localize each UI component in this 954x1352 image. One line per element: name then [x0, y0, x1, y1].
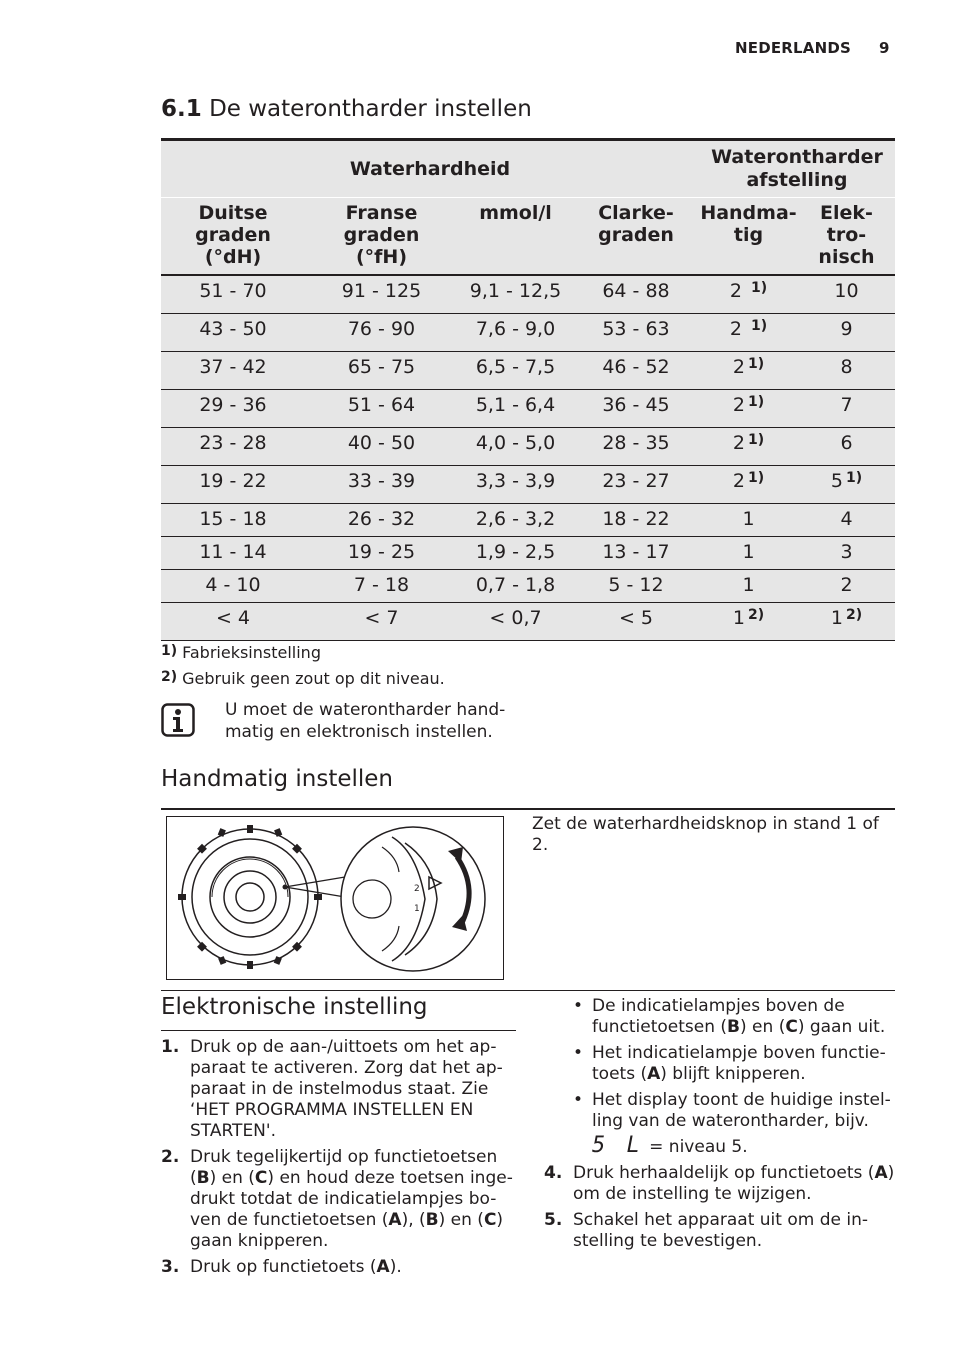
table-cell: [798, 466, 895, 504]
electronic-bullets: [573, 996, 898, 1137]
table-cell: 91 - 125: [305, 275, 458, 314]
column-header-line: nisch: [818, 246, 875, 268]
table-row: [161, 570, 895, 603]
column-header-line: Clarke-: [598, 202, 674, 224]
table-cell: 37 - 42: [161, 352, 305, 390]
table-cell: 51 - 64: [305, 390, 458, 428]
page-number: 9: [879, 39, 890, 57]
dial-illustration: [166, 816, 504, 980]
column-header-line: graden: [195, 224, 271, 246]
cell-value: 8: [840, 356, 853, 378]
table-cell: 13 - 17: [573, 537, 699, 570]
divider: [161, 990, 895, 991]
step-line: ven de functietoetsen (A), (B) en (C): [190, 1210, 504, 1230]
dial-mark-2: 2: [414, 884, 420, 894]
manual-instruction: [532, 814, 892, 856]
bullet-item: [573, 1090, 898, 1132]
display-digits-icon: 5 L: [592, 1133, 644, 1158]
table-cell: 0,7 - 1,8: [458, 570, 573, 603]
column-header-line: tro-: [826, 224, 867, 246]
table-cell: [699, 428, 798, 466]
divider: [161, 808, 895, 810]
table-cell: 19 - 25: [305, 537, 458, 570]
step-line: paraat te activeren. Zorg dat het ap-: [190, 1058, 503, 1078]
table-cell: [798, 314, 895, 352]
footnote-ref: 1): [751, 280, 768, 296]
table-cell: 76 - 90: [305, 314, 458, 352]
table-row: [161, 390, 895, 428]
cell-value: 7: [840, 394, 853, 416]
table-cell: 11 - 14: [161, 537, 305, 570]
column-header: [798, 198, 895, 276]
step-line: Druk op de aan-/uittoets om het ap-: [190, 1037, 497, 1057]
column-header-line: (°dH): [204, 246, 262, 268]
table-cell: 2,6 - 3,2: [458, 504, 573, 537]
footnote-mark: 1): [161, 643, 178, 659]
manual-heading: Handmatig instellen: [161, 766, 394, 792]
step-line: om de instelling te wijzigen.: [573, 1184, 812, 1204]
divider: [161, 1030, 516, 1031]
step-line: (B) en (C) en houd deze toetsen inge-: [190, 1168, 513, 1188]
table-cell: [699, 275, 798, 314]
step-line: drukt totdat de indicatielampjes bo-: [190, 1189, 497, 1209]
manual-instruction-line: Zet de waterhardheidsknop in stand 1 of: [532, 814, 879, 834]
column-header-line: Elek-: [820, 202, 873, 224]
step-line: gaan knipperen.: [190, 1231, 329, 1251]
footnote-ref: 1): [747, 356, 765, 372]
cell-value: 6: [840, 432, 853, 454]
bullet-line: Het display toont de huidige instel-: [592, 1090, 891, 1110]
electronic-heading: Elektronische instelling: [161, 994, 428, 1020]
manual-instruction-line: 2.: [532, 835, 549, 855]
step-number: 5.: [544, 1210, 563, 1230]
footnote-ref: 2): [747, 607, 765, 623]
table-cell: 3,3 - 3,9: [458, 466, 573, 504]
electronic-steps-continued: [544, 1163, 898, 1257]
table-cell: [798, 390, 895, 428]
table-cell: 53 - 63: [573, 314, 699, 352]
table-cell: 19 - 22: [161, 466, 305, 504]
bullet-line: Het indicatielampje boven functie-: [592, 1043, 886, 1063]
table-cell: 29 - 36: [161, 390, 305, 428]
footnote-ref: 1): [747, 394, 765, 410]
column-header: [161, 198, 305, 276]
table-cell: [699, 390, 798, 428]
bullet-icon: •: [573, 1090, 584, 1110]
table-cell: 64 - 88: [573, 275, 699, 314]
table-cell: [798, 352, 895, 390]
step-item: [161, 1147, 516, 1252]
table-cell: < 7: [305, 603, 458, 641]
cell-value: 2: [732, 356, 745, 378]
table-row: [161, 314, 895, 352]
bullet-line: toets (A) blijft knipperen.: [592, 1064, 806, 1084]
cell-value: 1: [830, 607, 843, 629]
column-header-line: Handma-: [700, 202, 797, 224]
cell-value: 1: [742, 541, 755, 563]
section-number: 6.1: [161, 96, 202, 122]
column-header-line: Franse: [345, 202, 418, 224]
footnote-1: [161, 643, 321, 662]
step-line: Druk tegelijkertijd op functietoetsen: [190, 1147, 498, 1167]
table-row: [161, 352, 895, 390]
footnote-ref: 1): [747, 470, 765, 486]
footnote-ref: 1): [747, 432, 765, 448]
step-line: Schakel het apparaat uit om de in-: [573, 1210, 868, 1230]
cell-value: 2: [732, 394, 745, 416]
dial-mark-1: 1: [414, 904, 420, 914]
footnote-ref: 1): [751, 318, 768, 334]
cell-value: 2: [732, 470, 745, 492]
info-note: [225, 699, 525, 743]
table-cell: [798, 570, 895, 603]
table-cell: [699, 504, 798, 537]
water-hardness-dial-icon: [167, 817, 503, 979]
step-number: 3.: [161, 1257, 180, 1277]
cell-value: 3: [840, 541, 853, 563]
bullet-item: [573, 996, 898, 1038]
info-note-line: matig en elektronisch instellen.: [225, 722, 493, 742]
cell-value: 2: [732, 432, 745, 454]
table-row: [161, 275, 895, 314]
column-header-line: tig: [733, 224, 764, 246]
display-example: [592, 1135, 748, 1158]
footnote-mark: 2): [161, 669, 178, 685]
cell-value: 5: [830, 470, 843, 492]
bullet-line: De indicatielampjes boven de: [592, 996, 845, 1016]
table-cell: [798, 504, 895, 537]
step-number: 2.: [161, 1147, 180, 1167]
table-cell: 7 - 18: [305, 570, 458, 603]
column-header-line: (°fH): [355, 246, 408, 268]
footnote-text: Fabrieksinstelling: [182, 643, 321, 662]
bullet-line: ling van de waterontharder, bijv.: [592, 1111, 869, 1131]
section-title-text: De waterontharder instellen: [209, 96, 532, 122]
table-cell: [699, 466, 798, 504]
cell-value: 9: [840, 318, 853, 340]
table-cell: [798, 603, 895, 641]
header-softener-setting: [699, 140, 895, 198]
table-cell: 1,9 - 2,5: [458, 537, 573, 570]
table-row: [161, 466, 895, 504]
table-cell: [699, 537, 798, 570]
step-line: stelling te bevestigen.: [573, 1231, 763, 1251]
table-cell: 65 - 75: [305, 352, 458, 390]
column-header-line: mmol/l: [479, 202, 552, 224]
cell-value: 2: [840, 574, 853, 596]
bullet-icon: •: [573, 996, 584, 1016]
info-note-line: U moet de waterontharder hand-: [225, 700, 506, 720]
bullet-line: functietoetsen (B) en (C) gaan uit.: [592, 1017, 886, 1037]
table-cell: 7,6 - 9,0: [458, 314, 573, 352]
table-cell: 43 - 50: [161, 314, 305, 352]
step-item: [161, 1257, 516, 1278]
cell-value: 2: [729, 318, 748, 340]
column-header: [573, 198, 699, 276]
table-cell: < 5: [573, 603, 699, 641]
column-header: [699, 198, 798, 276]
step-line: Druk herhaaldelijk op functietoets (A): [573, 1163, 895, 1183]
table-cell: 4,0 - 5,0: [458, 428, 573, 466]
column-header: [305, 198, 458, 276]
table-cell: [798, 428, 895, 466]
column-header: [458, 198, 573, 276]
footnote-text: Gebruik geen zout op dit niveau.: [182, 669, 445, 688]
bullet-icon: •: [573, 1043, 584, 1063]
table-row: [161, 504, 895, 537]
table-cell: [798, 537, 895, 570]
table-cell: [699, 352, 798, 390]
cell-value: 4: [840, 508, 853, 530]
cell-value: 1: [742, 508, 755, 530]
table-row: [161, 428, 895, 466]
column-header-line: graden: [598, 224, 674, 246]
header-water-hardness: Waterhardheid: [161, 140, 699, 198]
step-line: Druk op functietoets (A).: [190, 1257, 402, 1277]
display-caption: = niveau 5.: [649, 1137, 748, 1157]
cell-value: 1: [742, 574, 755, 596]
table-row: [161, 537, 895, 570]
cell-value: 2: [729, 280, 748, 302]
table-cell: 18 - 22: [573, 504, 699, 537]
step-number: 4.: [544, 1163, 563, 1183]
step-number: 1.: [161, 1037, 180, 1057]
table-cell: 9,1 - 12,5: [458, 275, 573, 314]
table-cell: 36 - 45: [573, 390, 699, 428]
table-cell: 23 - 27: [573, 466, 699, 504]
cell-value: 1: [732, 607, 745, 629]
table-cell: [699, 314, 798, 352]
table-row: [161, 603, 895, 641]
table-cell: [699, 603, 798, 641]
header-language: NEDERLANDS: [735, 39, 852, 57]
table-cell: 51 - 70: [161, 275, 305, 314]
table-cell: 33 - 39: [305, 466, 458, 504]
table-cell: 5,1 - 6,4: [458, 390, 573, 428]
table-cell: 46 - 52: [573, 352, 699, 390]
table-cell: 15 - 18: [161, 504, 305, 537]
step-item: [161, 1037, 516, 1142]
footnote-ref: 1): [845, 470, 863, 486]
column-header-line: graden: [343, 224, 420, 246]
electronic-steps: [161, 1037, 516, 1283]
table-cell: [699, 570, 798, 603]
table-cell: < 4: [161, 603, 305, 641]
column-header-line: Duitse: [198, 202, 268, 224]
step-item: [544, 1163, 898, 1205]
table-cell: 6,5 - 7,5: [458, 352, 573, 390]
table-cell: 4 - 10: [161, 570, 305, 603]
section-title: [161, 96, 532, 122]
step-line: STARTEN'.: [190, 1121, 276, 1141]
table-cell: 28 - 35: [573, 428, 699, 466]
table-cell: < 0,7: [458, 603, 573, 641]
step-line: paraat in de instelmodus staat. Zie: [190, 1079, 489, 1099]
step-line: ‘HET PROGRAMMA INSTELLEN EN: [190, 1100, 474, 1120]
step-item: [544, 1210, 898, 1252]
info-icon: [161, 703, 195, 737]
table-cell: 5 - 12: [573, 570, 699, 603]
table-cell: 23 - 28: [161, 428, 305, 466]
cell-value: 10: [834, 280, 859, 302]
footnote-2: [161, 669, 445, 688]
bullet-item: [573, 1043, 898, 1085]
table-cell: [798, 275, 895, 314]
table-cell: 26 - 32: [305, 504, 458, 537]
header-softener-line: afstelling: [746, 169, 848, 191]
header-softener-line: Waterontharder: [711, 146, 883, 168]
footnote-ref: 2): [845, 607, 863, 623]
water-hardness-table: [161, 138, 895, 641]
table-cell: 40 - 50: [305, 428, 458, 466]
